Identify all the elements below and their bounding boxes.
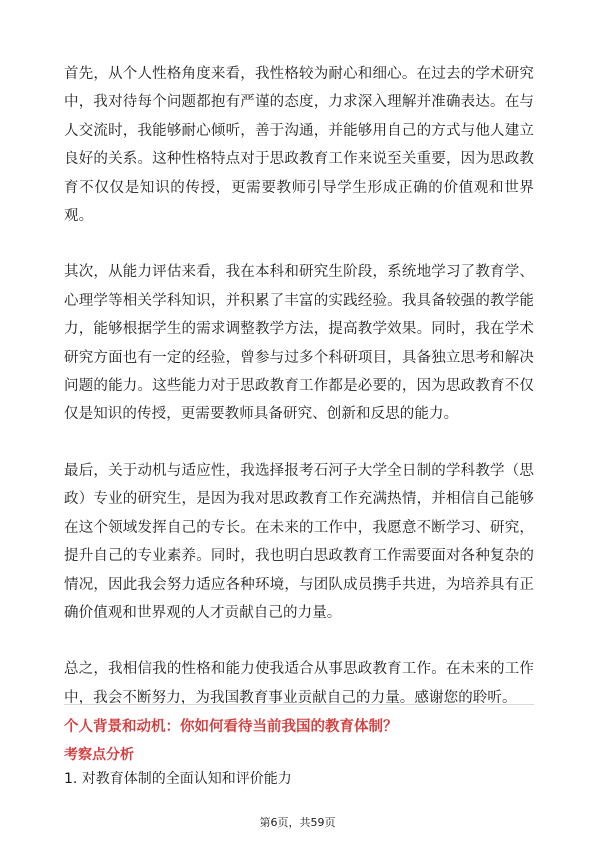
list-item: 1. 对教育体制的全面认知和评价能力 [64,771,292,787]
paragraph-motivation: 最后，关于动机与适应性，我选择报考石河子大学全日制的学科教学（思政）专业的研究生，是因为我对思政教育工作充满热情，并相信自己能够在这个领域发挥自己的专长。在未来的工作中，我愿意不断学习、研究，提升自己的专业素养。同时，我也明白思政教育工作需要面对各种复杂的情况，因此我会努力适应各种环境，与团队成员携手共进，为培养具有正确价值观和世界观的人才贡献自己的力量。 [64,462,534,621]
paragraph-ability: 其次，从能力评估来看，我在本科和研究生阶段，系统地学习了教育学、心理学等相关学科知识，并积累了丰富的实践经验。我具备较强的教学能力，能够根据学生的需求调整教学方法，提高教学效果。同时，我在学术研究方面也有一定的经验，曾参与过多个科研项目，具备独立思考和解决问题的能力。这些能力对于思政教育工作都是必要的，因为思政教育不仅仅是知识的传授，更需要教师具备研究、创新和反思的能力。 [64,264,534,423]
question-heading: 个人背景和动机：你如何看待当前我国的教育体制？ [64,719,398,735]
page-number: 第6页，共59页 [259,816,336,829]
analysis-heading: 考察点分析 [64,747,134,763]
paragraph-conclusion: 总之，我相信我的性格和能力使我适合从事思政教育工作。在未来的工作中，我会不断努力，为我国教育事业贡献自己的力量。感谢您的聆听。 [64,661,534,706]
section-divider [64,704,534,705]
answer-body [64,60,534,740]
paragraph-personality: 首先，从个人性格角度来看，我性格较为耐心和细心。在过去的学术研究中，我对待每个问题都抱有严谨的态度，力求深入理解并准确表达。在与人交流时，我能够耐心倾听，善于沟通，并能够用自己的方式与他人建立良好的关系。这种性格特点对于思政教育工作来说至关重要，因为思政教育不仅仅是知识的传授，更需要教师引导学生形成正确的价值观和世界观。 [64,66,534,225]
